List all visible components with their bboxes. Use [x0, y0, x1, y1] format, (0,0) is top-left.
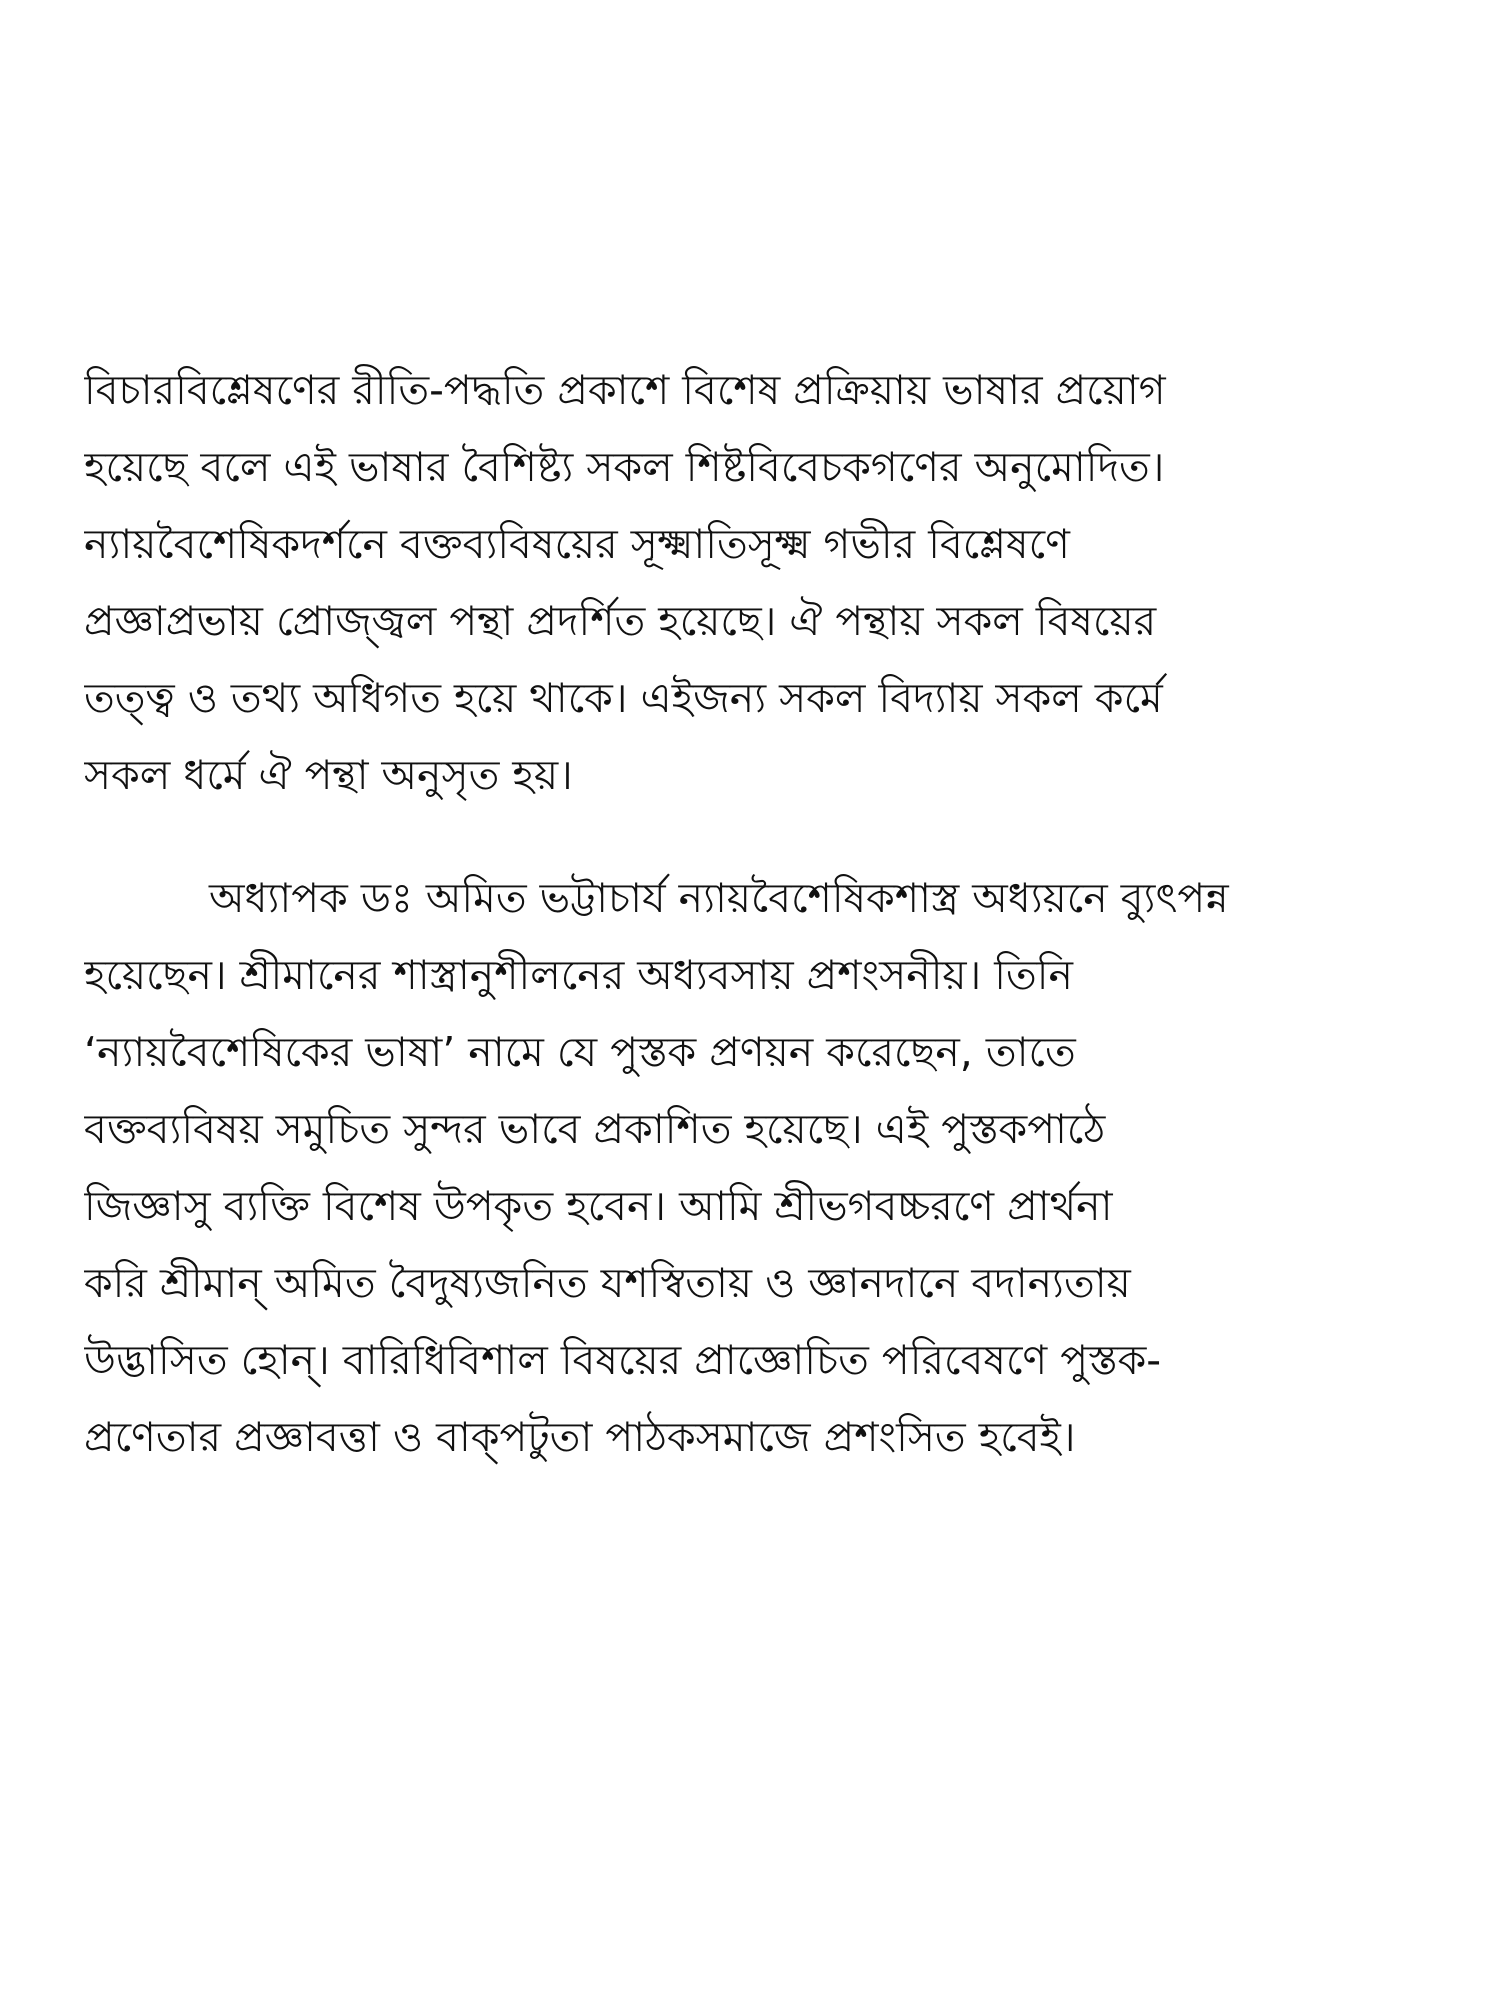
paragraph-line: হয়েছে বলে এই ভাষার বৈশিষ্ট্য সকল শিষ্টবিবেচকগণের অনুমোদিত। — [84, 443, 1165, 491]
paragraph-line: প্রণেতার প্রজ্ঞাবত্তা ও বাক্পটুতা পাঠকসমাজে প্রশংসিত হবেই। — [84, 1413, 1076, 1461]
paragraph-line: বিচারবিশ্লেষণের রীতি-পদ্ধতি প্রকাশে বিশেষ প্রক্রিয়ায় ভাষার প্রয়োগ — [84, 366, 1166, 414]
paragraph-line: উদ্ভাসিত হোন্। বারিধিবিশাল বিষয়ের প্রাজ্ঞোচিত পরিবেষণে পুস্তক- — [84, 1336, 1162, 1384]
paragraph-2 — [84, 860, 1424, 1476]
paragraph-1 — [84, 352, 1424, 814]
paragraph-line: বক্তব্যবিষয় সমুচিত সুন্দর ভাবে প্রকাশিত হয়েছে। এই পুস্তকপাঠে — [84, 1105, 1106, 1153]
paragraph-line: সকল ধর্মে ঐ পন্থা অনুসৃত হয়। — [84, 751, 573, 799]
paragraph-line: করি শ্রীমান্ অমিত বৈদুষ্যজনিত যশস্বিতায় ও জ্ঞানদানে বদান্যতায় — [84, 1259, 1131, 1307]
paragraph-line: ন্যায়বৈশেষিকদর্শনে বক্তব্যবিষয়ের সূক্ষ্মাতিসূক্ষ্ম গভীর বিশ্লেষণে — [84, 520, 1070, 568]
paragraph-line: প্রজ্ঞাপ্রভায় প্রোজ্জ্বল পন্থা প্রদর্শিত হয়েছে। ঐ পন্থায় সকল বিষয়ের — [84, 597, 1157, 645]
paragraph-line: তত্ত্ব ও তথ্য অধিগত হয়ে থাকে। এইজন্য সকল বিদ্যায় সকল কর্মে — [84, 674, 1163, 722]
paragraph-line: হয়েছেন। শ্রীমানের শাস্ত্রানুশীলনের অধ্যবসায় প্রশংসনীয়। তিনি — [84, 951, 1073, 999]
paragraph-line: জিজ্ঞাসু ব্যক্তি বিশেষ উপকৃত হবেন। আমি শ্রীভগবচ্চরণে প্রার্থনা — [84, 1182, 1113, 1230]
paragraph-line: অধ্যাপক ডঃ অমিত ভট্টাচার্য ন্যায়বৈশেষিকশাস্ত্র অধ্যয়নে ব্যুৎপন্ন — [209, 874, 1229, 922]
paragraph-line: ‘ন্যায়বৈশেষিকের ভাষা’ নামে যে পুস্তক প্রণয়ন করেছেন, তাতে — [84, 1028, 1076, 1076]
